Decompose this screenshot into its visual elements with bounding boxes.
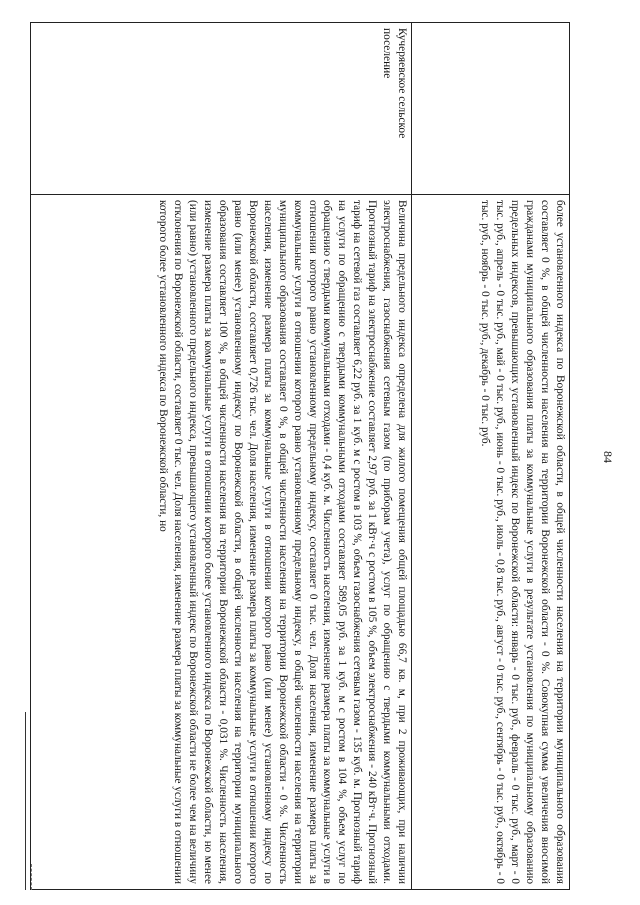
index-description-cell: Величина предельного индекса определена для жилого помещения общей площадью 66,7 кв. м, при 2 проживающих, при наличии электроснабжения, газоснабжения сетевым газом (по приборам учета), услуг по обращению с твердыми коммунальными отходами. Прогнозный тариф на электроснабжение составляет 2,97 руб. за 1 кВт·ч с ростом в 105 %, объем электроснабжения - 240 кВт·ч. Прогнозный тариф на сетевой газ составляет 6,22 руб. за 1 куб. м с ростом в 103 %, объем газоснабжения сетевым газом - 135 куб. м. Прогнозный тариф на услуги по обращению с твердыми коммунальными отходами составляет 589,05 руб. за 1 куб. м с ростом в 104 %, объем услуг по обращению с твердыми коммунальными отходами - 0,4 куб. м. Численность населения, изменение размера платы за коммунальные услуги в отношении которого равно установленному предельному индексу, составляет 0 тыс. чел. Доля населения, изменение размера платы за коммунальные услуги в отношении которого равно установленному предельному индексу, в общей численности населения на территории муниципального образования составляет 0 %, в общей численности населения на территории Воронежской области - 0 %. Численность населения, изменение размера платы за коммунальные услуги в отношении которого равно (или менее) установленному индексу по Воронежской области, составляет 0,726 тыс. чел. Доля населения, изменение размера платы за коммунальные услуги в отношении которого равно (или менее) установленному индексу по Воронежской области, в общей численности населения на территории муниципального образования составляет 100 %, в общей численности населения на территории Воронежской области - 0,031 %. Численность населения, изменение размера платы за коммунальные услуги в отношении которого более установленного индекса по Воронежской области, но менее (или равно) установленного предельного индекса, превышающего установленный индекс по Воронежской области не более чем на величину отклонения по Воронежской области, составляет 0 тыс. чел. Доля населения, изменение размера платы за коммунальные услуги в отношении которого более установленного индекса по Воронежской области, но xyxy=(157,200,408,884)
table-row xyxy=(411,23,569,889)
rotated-content xyxy=(14,22,614,892)
municipality-name-cell xyxy=(412,23,569,195)
footer-line xyxy=(25,712,26,890)
page-number: 84 xyxy=(601,451,615,463)
table-row xyxy=(31,23,411,889)
municipality-name-cell: Кучеряевское сельское поселение xyxy=(31,23,411,195)
footer-dash xyxy=(31,864,32,890)
index-description-cell: более установленного индекса по Воронежской области, в общей численности населения на территории муниципального образования составляет 0 %, в общей численности населения на территории Воронежской области - 0 %. Совокупная сумма увеличения вносимой гражданами муниципального образования платы за коммунальные услуги в результате установления по муниципальному образованию предельных индексов, превышающих установленный индекс по Воронежской области: январь - 0 тыс. руб., февраль - 0 тыс. руб., март - 0 тыс. руб., апрель - 0 тыс. руб., май - 0 тыс. руб., июнь - 0 тыс. руб., июль - 0,8 тыс. руб., август - 0 тыс. руб., сентябрь - 0 тыс. руб., октябрь - 0 тыс. руб., ноябрь - 0 тыс. руб., декабрь - 0 тыс. руб. xyxy=(479,200,566,884)
municipal-index-table xyxy=(30,22,570,890)
footer-rule xyxy=(20,22,28,892)
